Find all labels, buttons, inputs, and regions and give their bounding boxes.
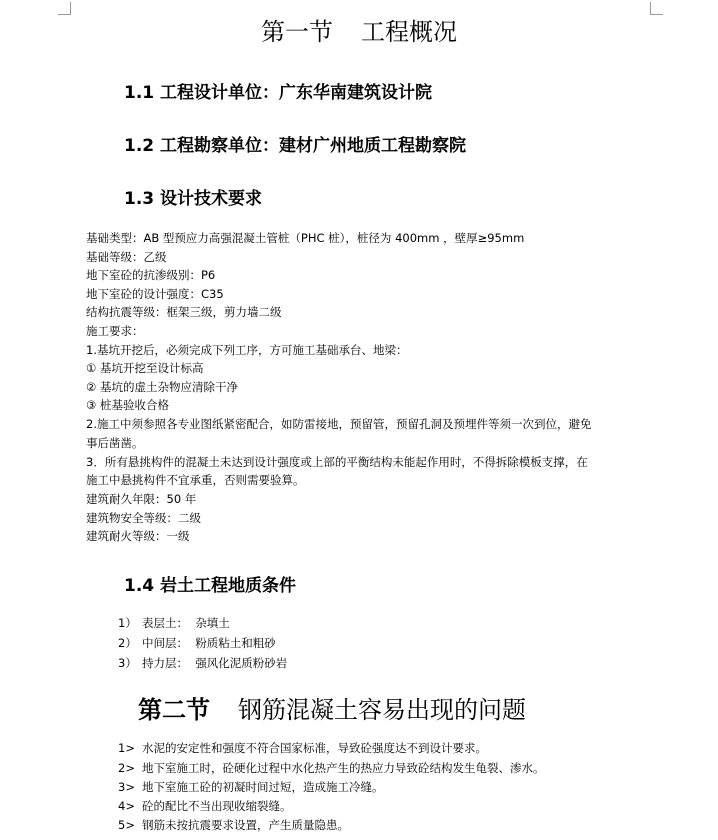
problem-text: 地下室施工时，砼硬化过程中水化热产生的热应力导致砼结构发生龟裂、渗水。 [142, 761, 545, 775]
problem-num: 5> [118, 818, 135, 832]
req-line: 施工中悬挑构件不宜承重，否则需要验算。 [86, 473, 305, 487]
req-line: 2.施工中须参照各专业图纸紧密配合，如防雷接地，预留管，预留孔洞及预埋件等须一次到位，避免 [86, 417, 592, 431]
problem-text: 砼的配比不当出现收缩裂缝。 [142, 799, 292, 813]
heading-1-1: 1.1 工程设计单位：广东华南建筑设计院 [124, 83, 433, 103]
req-line: 建筑耐久年限：50 年 [86, 492, 197, 506]
heading-1-2: 1.2 工程勘察单位：建材广州地质工程勘察院 [124, 136, 467, 156]
req-line: 3．所有悬挑构件的混凝土未达到设计强度或上部的平衡结构未能起作用时，不得拆除模板支撑，在 [86, 455, 588, 469]
geo-desc: 杂填土 [195, 616, 230, 630]
heading-1-3: 1.3 设计技术要求 [124, 189, 263, 209]
req-line: 施工要求： [86, 324, 144, 338]
req-line: ③ 桩基验收合格 [86, 398, 169, 412]
section-1-number: 第一节 [261, 18, 333, 46]
problem-text: 水泥的安定性和强度不符合国家标准，导致砼强度达不到设计要求。 [142, 741, 487, 755]
geo-layer-item [118, 615, 230, 631]
section-2-number: 第二节 [138, 696, 210, 724]
req-line: 地下室砼的抗渗级别：P6 [86, 268, 216, 282]
req-line: ② 基坑的虚土杂物应清除干净 [86, 380, 238, 394]
problem-num: 4> [118, 799, 135, 813]
problem-num: 1> [118, 741, 135, 755]
section-1-text: 工程概况 [361, 18, 457, 46]
section-2-text: 钢筋混凝土容易出现的问题 [238, 696, 526, 724]
section-1-title [0, 12, 718, 47]
problem-num: 3> [118, 780, 135, 794]
geo-num: 2） [118, 636, 137, 650]
geo-desc: 粉质粘土和粗砂 [195, 636, 276, 650]
geo-layer: 表层土： [142, 616, 188, 630]
req-line: 事后凿凿。 [86, 436, 144, 450]
req-line: 基础类型：AB 型预应力高强混凝土管桩（PHC 桩），桩径为 400mm ，壁厚≥95mm [86, 231, 525, 245]
geo-num: 1） [118, 616, 137, 630]
req-line: 建筑物安全等级：二级 [86, 511, 201, 525]
req-line: 基础等级：乙级 [86, 250, 167, 264]
geo-layer: 持力层： [142, 656, 188, 670]
problem-num: 2> [118, 761, 135, 775]
geo-desc: 强风化泥质粉砂岩 [195, 656, 288, 670]
section-2-title [138, 690, 526, 725]
problem-item [118, 740, 487, 756]
req-line: 地下室砼的设计强度：C35 [86, 287, 224, 301]
problem-text: 地下室施工砼的初凝时间过短，造成施工冷缝。 [142, 780, 384, 794]
geo-layer-item [118, 655, 287, 671]
req-line: 1.基坑开挖后，必须完成下列工序，方可施工基础承台、地梁： [86, 343, 408, 357]
problem-item [118, 779, 384, 795]
req-line: 结构抗震等级：框架三级，剪力墙二级 [86, 305, 282, 319]
problem-item [118, 817, 349, 833]
req-line: 建筑耐火等级：一级 [86, 529, 190, 543]
geo-num: 3） [118, 656, 137, 670]
problem-item [118, 798, 292, 814]
req-line: ① 基坑开挖至设计标高 [86, 361, 204, 375]
geo-layer: 中间层： [142, 636, 188, 650]
problem-text: 钢筋未按抗震要求设置，产生质量隐患。 [142, 818, 349, 832]
heading-1-4: 1.4 岩土工程地质条件 [124, 576, 297, 596]
geo-layer-item [118, 635, 276, 651]
problem-item [118, 760, 545, 776]
